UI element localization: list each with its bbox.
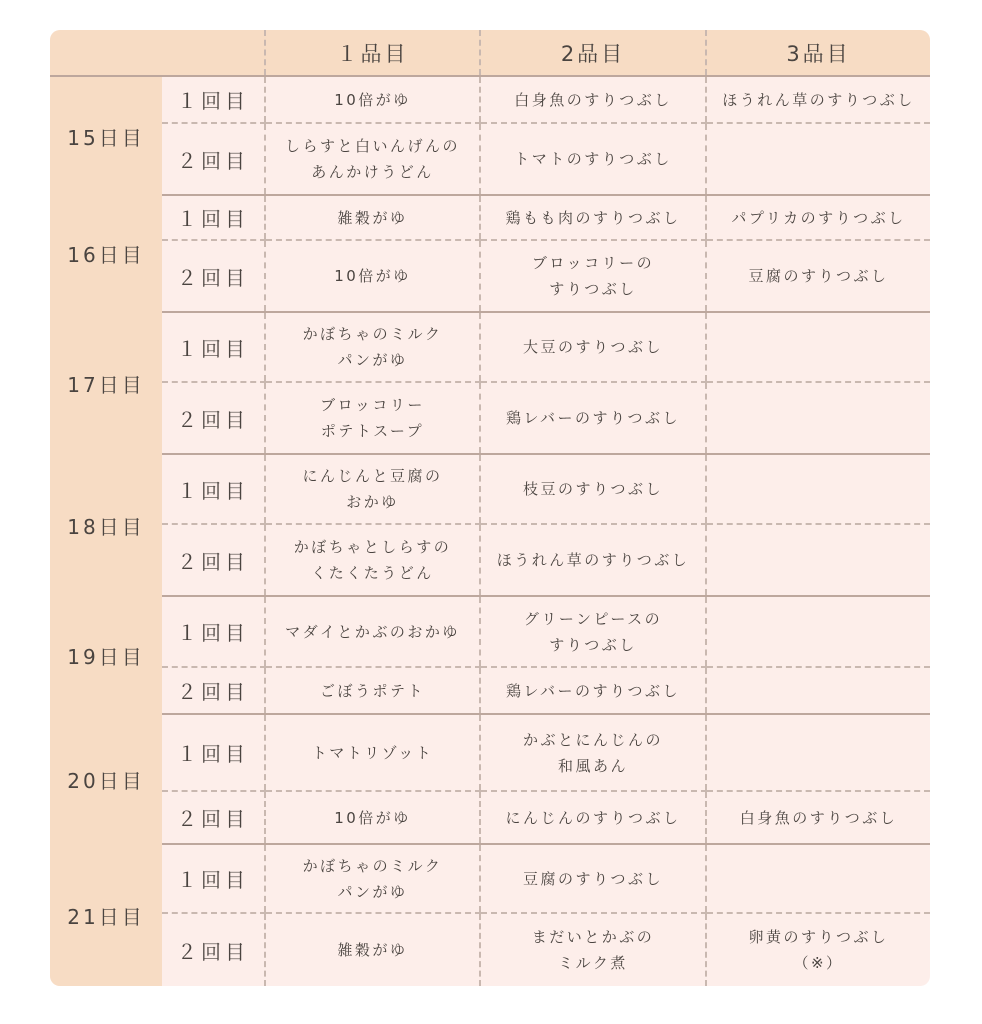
meal-row	[50, 312, 930, 382]
day-label: 21日目	[50, 844, 162, 986]
meal-row	[50, 791, 930, 844]
menu-item-3: 卵黄のすりつぶし （※）	[706, 913, 930, 986]
day-label: 19日目	[50, 596, 162, 714]
menu-item-3	[706, 123, 930, 195]
menu-item-2: ほうれん草のすりつぶし	[480, 524, 706, 596]
meal-row	[50, 123, 930, 195]
meal-label: １回目	[162, 454, 265, 524]
menu-item-3	[706, 382, 930, 454]
menu-item-3: パプリカのすりつぶし	[706, 195, 930, 240]
menu-item-1: ごぼうポテト	[265, 667, 480, 714]
menu-item-3	[706, 524, 930, 596]
menu-item-2: 大豆のすりつぶし	[480, 312, 706, 382]
meal-label: １回目	[162, 844, 265, 913]
menu-item-1: 雑穀がゆ	[265, 913, 480, 986]
header-item3: 3品目	[706, 30, 930, 76]
header-item2: 2品目	[480, 30, 706, 76]
baby-food-menu-table	[50, 30, 930, 986]
menu-item-2: かぶとにんじんの 和風あん	[480, 714, 706, 791]
meal-label: ２回目	[177, 939, 249, 964]
meal-label: １回目	[162, 76, 265, 123]
meal-row	[50, 667, 930, 714]
menu-item-2: 鶏レバーのすりつぶし	[480, 667, 706, 714]
header-item1: １品目	[265, 30, 480, 76]
meal-row	[50, 913, 930, 986]
day-label: 18日目	[50, 454, 162, 596]
meal-label: ２回目	[162, 240, 265, 312]
meal-label: ２回目	[162, 382, 265, 454]
menu-item-1: 10倍がゆ	[265, 791, 480, 844]
meal-row	[50, 596, 930, 667]
day-label: 15日目	[50, 76, 162, 195]
menu-item-3: ほうれん草のすりつぶし	[706, 76, 930, 123]
menu-item-1: マダイとかぶのおかゆ	[265, 596, 480, 667]
meal-row	[50, 714, 930, 791]
menu-item-1: にんじんと豆腐の おかゆ	[265, 454, 480, 524]
meal-row	[50, 240, 930, 312]
meal-label: １回目	[162, 195, 265, 240]
meal-label: １回目	[162, 312, 265, 382]
menu-item-2: 豆腐のすりつぶし	[480, 844, 706, 913]
meal-row	[50, 454, 930, 524]
menu-item-2: 鶏もも肉のすりつぶし	[480, 195, 706, 240]
menu-item-1: かぼちゃのミルク パンがゆ	[265, 312, 480, 382]
meal-label: ２回目	[162, 791, 265, 844]
meal-row	[50, 195, 930, 240]
menu-item-3	[706, 312, 930, 382]
menu-item-3: 豆腐のすりつぶし	[706, 240, 930, 312]
menu-item-3	[706, 844, 930, 913]
meal-row	[50, 382, 930, 454]
header-row	[50, 30, 930, 76]
menu-item-2: 鶏レバーのすりつぶし	[480, 382, 706, 454]
menu-item-1: トマトリゾット	[265, 714, 480, 791]
menu-item-2: トマトのすりつぶし	[480, 123, 706, 195]
menu-item-1: 10倍がゆ	[265, 76, 480, 123]
menu-item-2: まだいとかぶの ミルク煮	[480, 913, 706, 986]
menu-item-1: 10倍がゆ	[265, 240, 480, 312]
menu-item-3	[706, 454, 930, 524]
menu-item-1: しらすと白いんげんの あんかけうどん	[265, 123, 480, 195]
meal-label: ２回目	[162, 524, 265, 596]
menu-item-3	[706, 714, 930, 791]
menu-item-2: 白身魚のすりつぶし	[480, 76, 706, 123]
header-corner	[50, 30, 265, 76]
day-label: 20日目	[50, 714, 162, 844]
menu-item-3	[706, 596, 930, 667]
meal-label: １回目	[162, 714, 265, 791]
menu-item-1: かぼちゃとしらすの くたくたうどん	[265, 524, 480, 596]
day-label: 16日目	[50, 195, 162, 312]
menu-item-1: かぼちゃのミルク パンがゆ	[265, 844, 480, 913]
menu-item-1: ブロッコリー ポテトスープ	[265, 382, 480, 454]
day-label: 17日目	[50, 312, 162, 454]
menu-item-3	[706, 667, 930, 714]
meal-row	[50, 844, 930, 913]
meal-label: ２回目	[162, 123, 265, 195]
menu-item-1: 雑穀がゆ	[265, 195, 480, 240]
menu-item-2: グリーンピースの すりつぶし	[480, 596, 706, 667]
menu-item-2: ブロッコリーの すりつぶし	[480, 240, 706, 312]
meal-row	[50, 524, 930, 596]
meal-label: １回目	[162, 596, 265, 667]
menu-item-3: 白身魚のすりつぶし	[706, 791, 930, 844]
meal-label: ２回目	[162, 667, 265, 714]
meal-row	[50, 76, 930, 123]
menu-item-2: 枝豆のすりつぶし	[480, 454, 706, 524]
menu-item-2: にんじんのすりつぶし	[480, 791, 706, 844]
